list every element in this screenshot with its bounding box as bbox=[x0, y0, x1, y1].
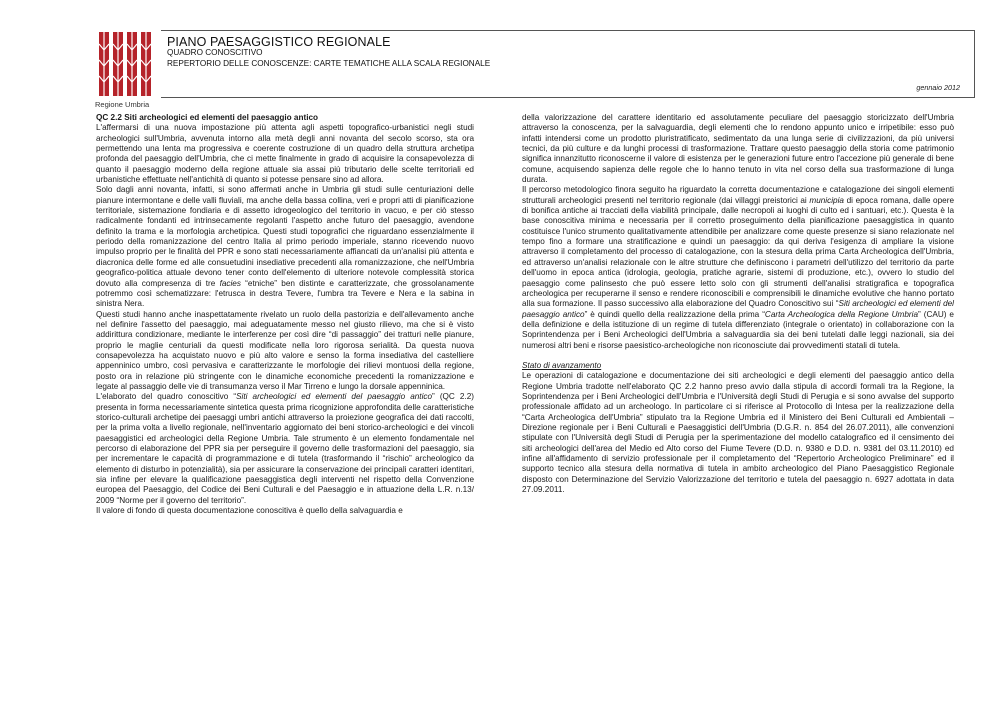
section-title: QC 2.2 Siti archeologici ed elementi del paesaggio antico bbox=[96, 113, 319, 122]
paragraph: della valorizzazione del carattere identitario ed assolutamente peculiare del paesaggio storicizzato dell'Umbria attraverso la conoscenza, per la salvaguardia, degli elementi che lo rendono appunto unico e irripetibile: esso può infatti intendersi come un prodotto pluristratificato, sedimentato da una lunga serie di civilizzazioni, da più universi tecnici, da più culture e da lunghi processi di trasformazione. Trattare questo paesaggio della storia come patrimonio significa innanzitutto riconoscerne il valore di esistenza per le generazioni future entro l'accezione più generale di bene comune, acquisendo sapienza delle regole che lo hanno tenuto in vita nel corso della sua trasformazione di lunga durata. bbox=[522, 113, 954, 185]
document-header bbox=[161, 30, 975, 98]
document-date: gennaio 2012 bbox=[916, 83, 960, 92]
regione-umbria-logo bbox=[97, 30, 155, 98]
document-subtitle-1: QUADRO CONOSCITIVO bbox=[167, 48, 263, 57]
status-heading: Stato di avanzamento bbox=[522, 360, 602, 370]
logo-label: Regione Umbria bbox=[95, 100, 150, 109]
left-column bbox=[96, 113, 474, 516]
paragraph: L'elaborato del quadro conoscitivo “Siti archeologici ed elementi del paesaggio antico” (QC 2.2) presenta in forma necessariamente sintetica questa prima ricognizione approfondita delle caratteristiche storico-culturali archetipe dei paesaggi umbri antichi attraverso la proiezione geografica dei dati raccolti, per la prima volta a livello regionale, nell'inventario aggiornato dei beni storico-archeologici e dei vincoli paesaggistici ed archeologici della Regione Umbria. Tale strumento è un elemento fondamentale nel percorso di elaborazione del PPR sia per perseguire il governo delle trasformazioni del paesaggio, sia per incrementare le capacità di programmazione e di tutela (trasformando il “rischio” archeologico da elemento di disturbo in potenzialità), sia per assicurare la conservazione dei principali caratteri identitari, sia infine per elevare la qualificazione paesaggistica degli interventi nel rispetto della Convenzione europea del Paesaggio, del Codice dei Beni Culturali e del Paesaggio e in attuazione della L.R. n.13/ 2009 “Norme per il governo del territorio”. bbox=[96, 392, 474, 505]
paragraph: Il percorso metodologico finora seguito ha riguardato la corretta documentazione e catalogazione dei singoli elementi strutturali archeologici presenti nel territorio regionale (dai villaggi preistorici ai municipia di epoca romana, dalle opere di bonifica antiche ai tracciati della viabilità principale, dalle necropoli ai luoghi di culto ed i santuari, etc.). Questa è la base conoscitiva minima e necessaria per il corretto proseguimento della pianificazione paesaggistica in quanto costituisce l'unico strumento qualitativamente attendibile per analizzare come queste presenze si siano relazionate nel tempo fino a formare una stratificazione e quindi un paesaggio: da qui deriva l'esigenza di ampliare la visione attraverso il completamento del processo di catalogazione, con la stesura della prima Carta Archeologica dell'Umbria, ed attraverso un'analisi relazionale con le altre strutture che definiscono i parametri dell'utilizzo del territorio da parte dell'uomo in epoca antica (idrologia, geologia, pratiche agrarie, sistemi di produzione, etc.), ovvero lo studio del paesaggio come palinsesto che può essere letto solo con gli strumenti dell'analisi stratigrafica e topografica archeologica per recuperarne il senso e rendere riconoscibili e comprensibili le dinamiche evolutive che hanno portato alla sua formazione. Il passo successivo alla elaborazione del Quadro Conoscitivo sui “Siti archeologici ed elementi del paesaggio antico” è quindi quello della realizzazione della prima “Carta Archeologica della Regione Umbria” (CAU) e della definizione e della istituzione di un regime di tutela differenziato (integrale o orientato) in collaborazione con la Soprintendenza per i Beni Archeologici dell'Umbria a salvaguardia sia dei beni tutelati dalle leggi nazionali, sia dei numerosi altri beni e risorse paesistico-archeologiche non riconosciute dai provvedimenti statali di tutela. bbox=[522, 185, 954, 350]
paragraph: Le operazioni di catalogazione e documentazione dei siti archeologici e degli elementi del paesaggio antico della Regione Umbria tradotte nell'elaborato QC 2.2 hanno preso avvio dalla stipula di accordi formali tra la Regione, la Soprintendenza per i Beni Archeologici dell'Umbria e l'Università degli Studi di Perugia e si sono avvalse del supporto professionale affidato ad un archeologo. In particolare ci si riferisce al Protocollo di Intesa per la realizzazione della “Carta Archeologica dell'Umbria” stipulato tra la Regione Umbria ed il Ministero dei Beni Culturali ed Ambientali – Direzione regionale per i Beni Culturali e Paesaggistici dell'Umbria (D.G.R. n. 854 del 26.07.2011), alle convenzioni stipulate con l'Università degli Studi di Perugia per la sperimentazione del modello catalografico ed il censimento dei siti archeologici dell'area del Medio ed Alto corso del Fiume Tevere (D.D. n. 9380 e D.D. n. 9381 del 03.11.2010) ed infine all'affidamento di servizio professionale per il completamento del “Repertorio Archeologico Preliminare” ed il supporto tecnico alla stesura della normativa di tutela in ambito archeologico del Piano Paesaggistico Regionale disposto con Determinazione del Servizio Valorizzazione del territorio e tutela del paesaggio n. 6927 adottata in data 27.09.2011. bbox=[522, 371, 954, 495]
document-subtitle-2: REPERTORIO DELLE CONOSCENZE: CARTE TEMATICHE ALLA SCALA REGIONALE bbox=[167, 59, 491, 68]
paragraph: Solo dagli anni novanta, infatti, si sono affermati anche in Umbria gli studi sulle centuriazioni delle pianure intermontane e delle valli fluviali, ma anche della bassa collina, veri e propri atti di pianificazione territoriale, sistemazione fondiaria e di assetto idrogeologico del territorio in vacuo, e per ciò stesso radicalmente fondanti ed intrinsecamente regolanti l'aspetto anche futuro del paesaggio, avendone definito la trama e la morfologia archetipica. Questi studi topografici che riguardano essenzialmente il periodo della romanizzazione del centro Italia al primo periodo imperiale, stanno ricevendo nuovo impulso proprio per le finalità del PPR e sono stati necessariamente affiancati da un'analisi più attenta e diacronica delle forme ed alle consuetudini insediative precedenti alla romanizzazione, che nell'Umbria geografico-politica attuale devono tener conto dell'elemento di ulteriore notevole complessità storica dovuto alla compresenza di tre facies “etniche” ben distinte e caratterizzate, che grossolanamente potremmo così schematizzare: l'etrusca in destra Tevere, l'umbra tra Tevere e Nera e la sabina in sinistra Nera. bbox=[96, 185, 474, 309]
paragraph: L'affermarsi di una nuova impostazione più attenta agli aspetti topografico-urbanistici negli studi archeologici sull'Umbria, avvenuta intorno alla metà degli anni novanta del secolo scorso, sta ora permettendo una lenta ma progressiva e coerente costruzione di un quadro della struttura archetipa profonda del paesaggio dell'Umbria, che ci mette finalmente in grado di acquisire la consapevolezza di quanto il paesaggio moderno della regione attuale sia assai più tributario delle scelte territoriali ed urbanistiche effettuate nell'antichità di quanto si potesse pensare sino ad allora. bbox=[96, 123, 474, 185]
paragraph: Il valore di fondo di questa documentazione conoscitiva è quello della salvaguardia e bbox=[96, 506, 403, 516]
right-column bbox=[522, 113, 954, 495]
paragraph: Questi studi hanno anche inaspettatamente rivelato un ruolo della pastorizia e dell'allevamento anche nel definire l'assetto del paesaggio, mai adeguatamente messo nel giusto rilievo, ma che si è visto addirittura condizionare, mediante le interferenze per così dire “di passaggio” dei tratturi nelle pianure, proprio le maglie centuriali da questi modificate nella loro rigorosa serialità. Da questa nuova consapevolezza ha acquistato nuovo e più alto valore e senso la forma insediativa del castelliere appenninico umbro, così pervasiva e caratterizzante le morfologie dei rilievi montuosi della regione, posto ora in relazione più stringente con le dinamiche economiche precedenti la romanizzazione e legate al passaggio delle vie di transumanza verso il Mar Tirreno e lungo la dorsale appenninica. bbox=[96, 309, 474, 391]
document-title: PIANO PAESAGGISTICO REGIONALE bbox=[167, 35, 391, 49]
